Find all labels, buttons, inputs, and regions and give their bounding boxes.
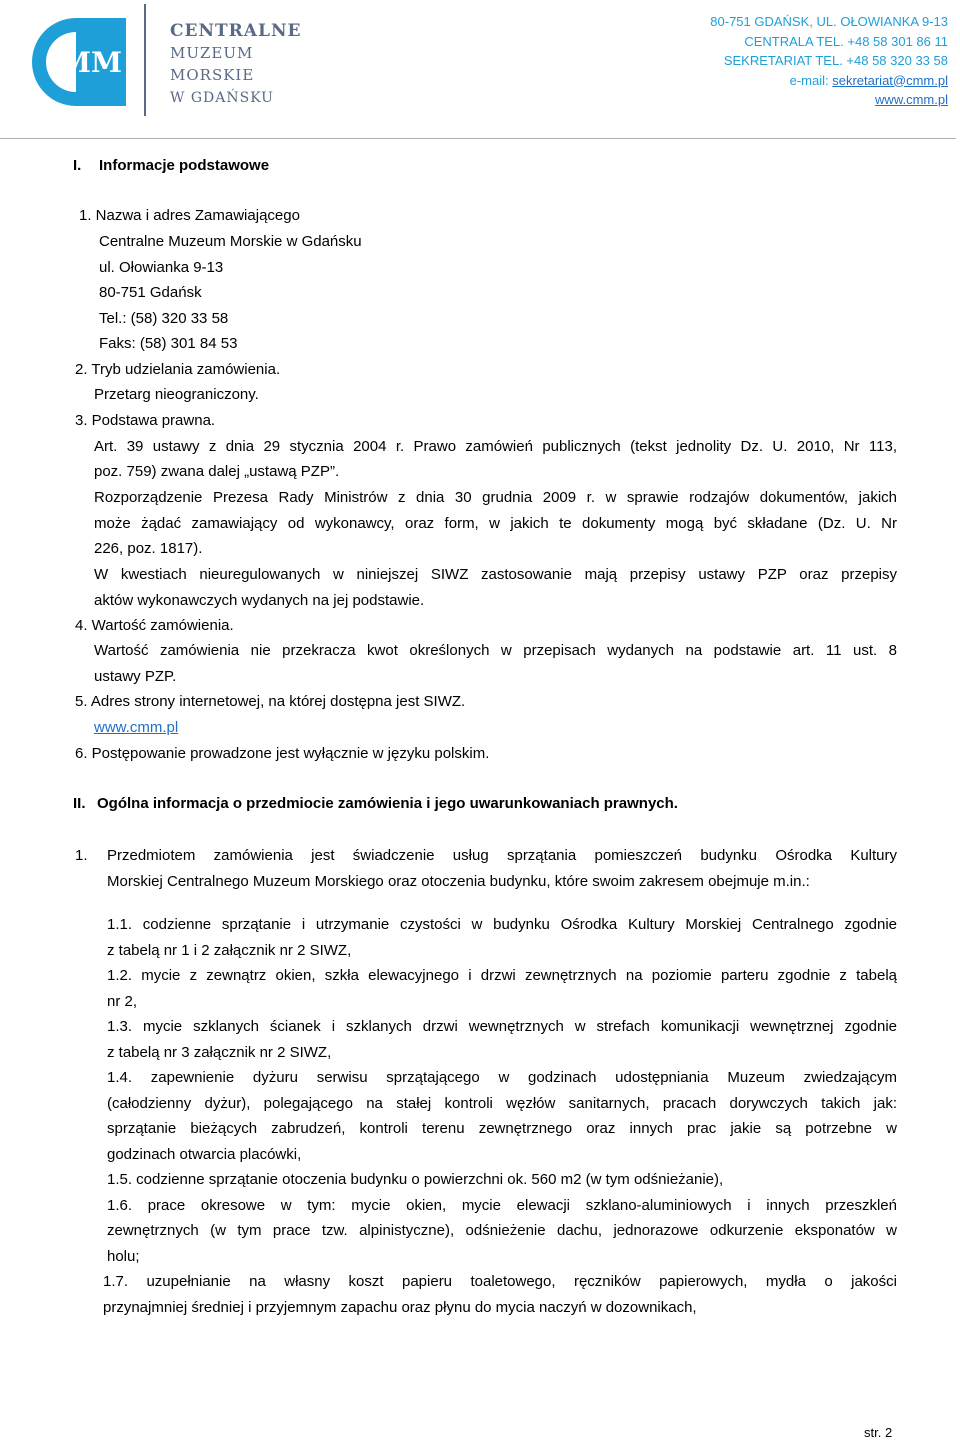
org-name: Centralne Muzeum Morskie w Gdańsku — [99, 233, 362, 250]
secretariat-phone-line: SEKRETARIAT TEL. +48 58 320 33 58 — [723, 53, 948, 68]
item-4-text-line-1: Wartość zamówienia nie przekracza kwot określonych w przepisach wydanych na podstawie art. 11 ust. 8 — [94, 642, 897, 659]
subitem-1-6-line-2: zewnętrznych (w tym prace tzw. alpinistyczne), odśnieżenie dachu, jednorazowe odkurzenie eksponatów w — [107, 1222, 897, 1239]
subitem-1-6-line-1: 1.6. prace okresowe w tym: mycie okien, mycie elewacji szklano-aluminiowych i innych przeszkleń — [107, 1197, 897, 1214]
subitem-1-4-line-1: 1.4. zapewnienie dyżuru serwisu sprzątającego w godzinach udostępniania Muzeum zwiedzającym — [107, 1069, 897, 1086]
address-line: 80-751 GDAŃSK, UL. OŁOWIANKA 9-13 — [710, 14, 948, 29]
logo-line-2: MUZEUM — [170, 44, 254, 62]
org-phone: Tel.: (58) 320 33 58 — [99, 310, 229, 327]
central-phone-line: CENTRALA TEL. +48 58 301 86 11 — [744, 33, 948, 49]
subitem-1-4-line-3: sprzątanie bieżących zabrudzeń, kontroli terenu zewnętrznego oraz innych prac jakie są potrzebne w — [107, 1120, 897, 1137]
regulation-line-2: może żądać zamawiający od wykonawcy, oraz form, w jakich te dokumenty mogą być składane (Dz. U. Nr — [94, 515, 897, 532]
page-number: str. 2 — [864, 1425, 893, 1440]
item-2-text: Przetarg nieograniczony. — [94, 386, 259, 403]
contact-block — [710, 12, 948, 110]
item-6-title: 6. Postępowanie prowadzone jest wyłącznie w języku polskim. — [75, 745, 490, 762]
museum-logo — [18, 2, 318, 122]
subitem-1-5-line-1: 1.5. codzienne sprzątanie otoczenia budynku o powierzchni ok. 560 m2 (w tym odśnieżanie), — [107, 1171, 724, 1188]
item-3-text-line-2: poz. 759) zwana dalej „ustawą PZP”. — [94, 463, 340, 480]
section-2-item-1-line-2: Morskiej Centralnego Muzeum Morskiego oraz otoczenia budynku, które swoim zakresem obejmuje m.in.: — [107, 873, 810, 890]
subitem-1-6-line-3: holu; — [107, 1248, 140, 1265]
letterhead — [0, 0, 960, 140]
item-3-text-line-1: Art. 39 ustawy z dnia 29 stycznia 2004 r. Prawo zamówień publicznych (tekst jednolity Dz. U. 2010, Nr 113, — [94, 438, 897, 455]
subitem-1-3-line-1: 1.3. mycie szklanych ścianek i szklanych drzwi wewnętrznych w strefach komunikacji wewnętrznej zgodnie — [107, 1018, 897, 1035]
regulation-line-3: 226, poz. 1817). — [94, 540, 203, 557]
subitem-1-2-line-2: nr 2, — [107, 993, 138, 1010]
siwz-website-link[interactable]: www.cmm.pl — [94, 719, 179, 736]
section-2-item-1-line-1: Przedmiotem zamówienia jest świadczenie usług sprzątania pomieszczeń budynku Ośrodka Kultury — [107, 847, 897, 864]
subitem-1-4-line-2: (całodzienny dyżur), polegającego na stałej kontroli węzłów sanitarnych, pracach dorywczych takich jak: — [107, 1095, 897, 1112]
item-5-title: 5. Adres strony internetowej, na której dostępna jest SIWZ. — [75, 693, 466, 710]
subitem-1-1-line-2: z tabelą nr 1 i 2 załącznik nr 2 SIWZ, — [107, 942, 352, 959]
item-4-text-line-2: ustawy PZP. — [94, 668, 177, 685]
logo-line-1: CENTRALNE — [170, 21, 302, 41]
website-link[interactable]: www.cmm.pl — [875, 92, 948, 107]
unregulated-line-2: aktów wykonawczych wydanych na jej podstawie. — [94, 592, 425, 609]
logo-line-4: W GDAŃSKU — [170, 90, 274, 106]
item-3-title: 3. Podstawa prawna. — [75, 412, 216, 429]
email-link[interactable]: sekretariat@cmm.pl — [832, 72, 948, 88]
subitem-1-1-line-1: 1.1. codzienne sprzątanie i utrzymanie czystości w budynku Ośrodka Kultury Morskiej Centralnego zgodnie — [107, 916, 897, 933]
subitem-1-3-line-2: z tabelą nr 3 załącznik nr 2 SIWZ, — [107, 1044, 332, 1061]
email-label: e-mail: — [789, 72, 833, 88]
org-city: 80-751 Gdańsk — [99, 284, 202, 301]
email-line — [710, 71, 948, 91]
section-2-number: II. — [73, 795, 86, 812]
header-divider — [0, 138, 956, 139]
org-street: ul. Ołowianka 9-13 — [99, 259, 224, 276]
subitem-1-7-line-1: 1.7. uzupełnianie na własny koszt papieru toaletowego, ręczników papierowych, mydła o jakości — [103, 1273, 897, 1290]
subitem-1-4-line-4: godzinach otwarcia placówki, — [107, 1146, 302, 1163]
subitem-1-2-line-1: 1.2. mycie z zewnątrz okien, szkła elewacyjnego i drzwi zewnętrznych na poziomie parteru zgodnie z tabelą — [107, 967, 897, 984]
regulation-line-1: Rozporządzenie Prezesa Rady Ministrów z dnia 30 grudnia 2009 r. w sprawie rodzajów dokumentów, jakich — [94, 489, 897, 506]
logo-monogram: MM — [60, 46, 122, 79]
section-2-heading: Ogólna informacja o przedmiocie zamówienia i jego uwarunkowaniach prawnych. — [97, 795, 678, 812]
item-4-title: 4. Wartość zamówienia. — [75, 617, 234, 634]
unregulated-line-1: W kwestiach nieuregulowanych w niniejszej SIWZ zastosowanie mają przepisy ustawy PZP oraz przepisy — [94, 566, 897, 583]
logo-line-3: MORSKIE — [170, 66, 255, 84]
item-1-title: 1. Nazwa i adres Zamawiającego — [79, 207, 300, 224]
subitem-1-7-line-2: przynajmniej średniej i przyjemnym zapachu oraz płynu do mycia naczyń w dozownikach, — [103, 1299, 697, 1316]
section-2-item-1-number: 1. — [75, 847, 88, 864]
org-fax: Faks: (58) 301 84 53 — [99, 335, 238, 352]
section-1-heading: Informacje podstawowe — [99, 157, 270, 174]
section-1-number: I. — [73, 157, 82, 174]
item-2-title: 2. Tryb udzielania zamówienia. — [75, 361, 281, 378]
